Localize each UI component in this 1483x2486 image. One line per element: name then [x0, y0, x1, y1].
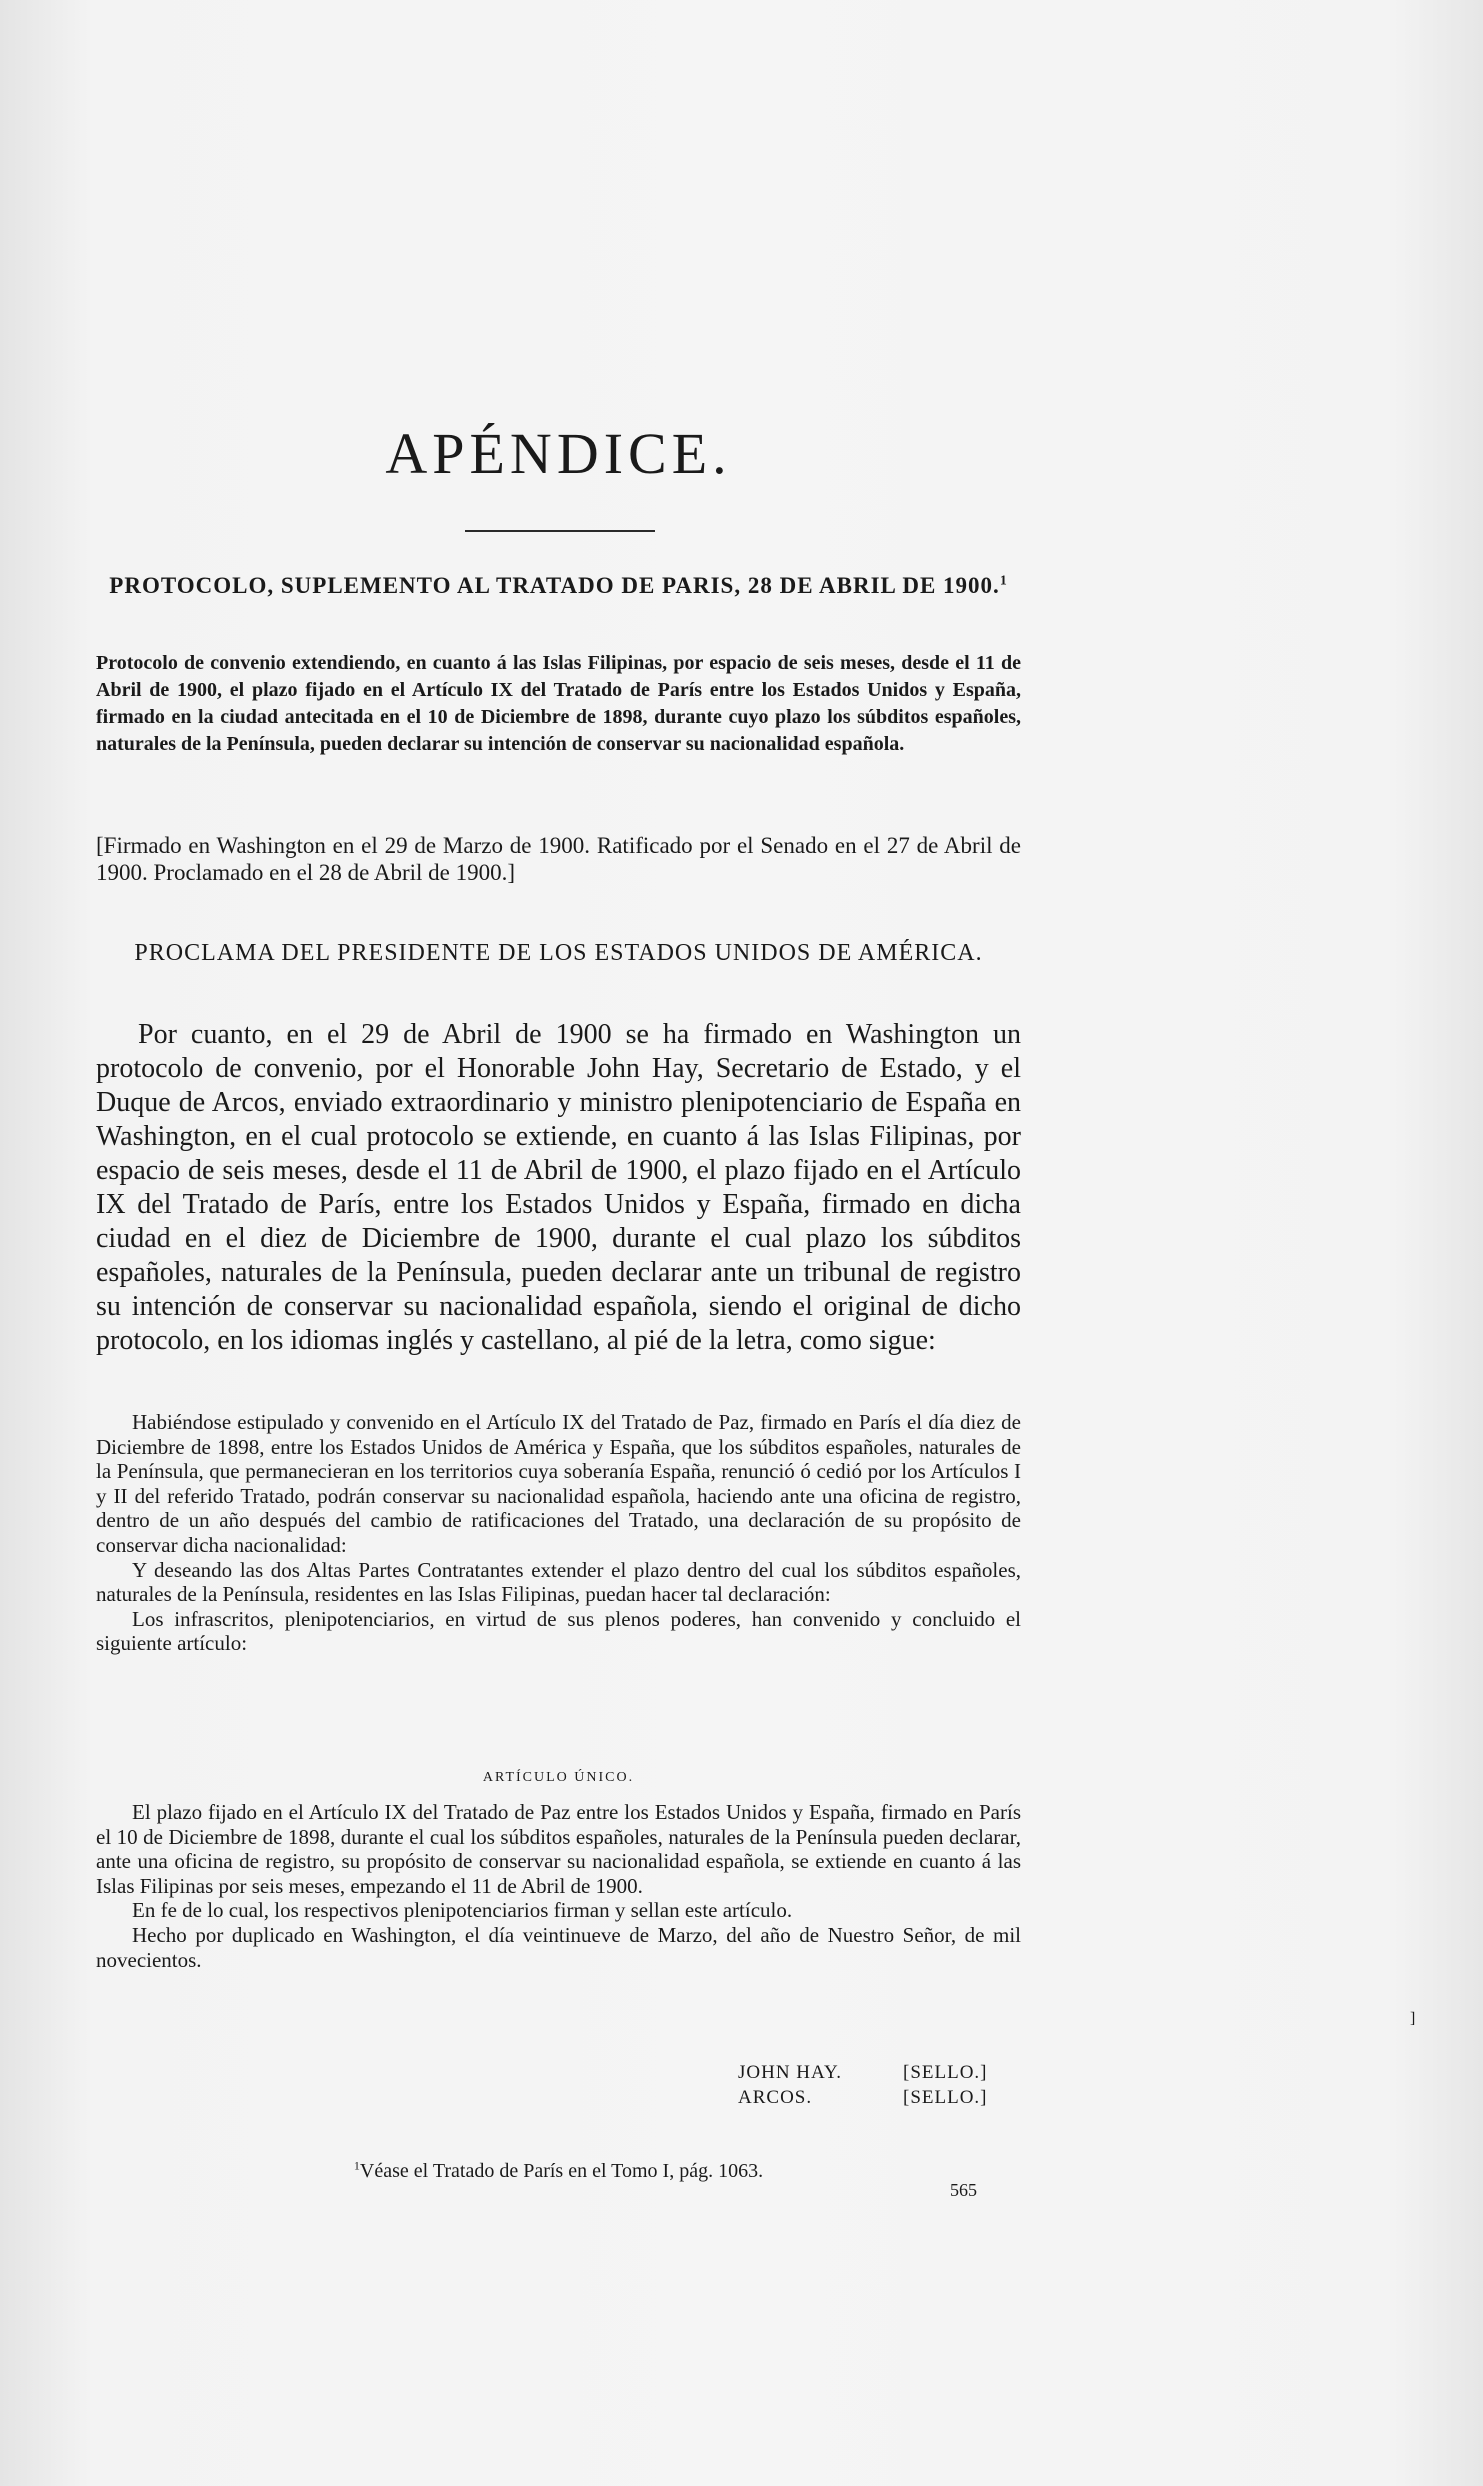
- protocol-summary: Protocolo de convenio extendiendo, en cuanto á las Islas Filipinas, por espacio de seis meses, desde el 11 de Abril de 1900, el plazo fijado en el Artículo IX del Tratado de París entre los Estados Unidos y España, firmado en la ciudad antecitada en el 10 de Diciembre de 1898, durante cuyo plazo los súbditos españoles, naturales de la Península, pueden declarar su intención de conservar su nacionalidad española.: [96, 652, 1021, 755]
- title-divider: [465, 530, 655, 532]
- page-title: APÉNDICE.: [385, 421, 732, 486]
- protocol-paragraph: Los infrascritos, plenipotenciarios, en virtud de sus plenos poderes, han convenido y concluido el siguiente artículo:: [96, 1606, 1021, 1656]
- article-heading: ARTÍCULO ÚNICO.: [482, 1770, 635, 1785]
- proclamation-text: Por cuanto, en el 29 de Abril de 1900 se ha firmado en Washington un protocolo de convenio, por el Honorable John Hay, Secretario de Estado, y el Duque de Arcos, enviado extraordinario y ministro plenipotenciario de España en Washington, en el cual protocolo se extiende, en cuanto á las Islas Filipinas, por espacio de seis meses, desde el 11 de Abril de 1900, el plazo fijado en el Artículo IX del Tratado de París, entre los Estados Unidos y España, firmado en dicha ciudad en el diez de Diciembre de 1900, durante el cual plazo los súbditos españoles, naturales de la Península, pueden declarar ante un tribunal de registro su intención de conservar su nacionalidad española, siendo el original de dicho protocolo, en los idiomas inglés y castellano, al pié de la letra, como sigue:: [96, 1019, 1021, 1356]
- signatory-name: JOHN HAY.: [738, 2062, 843, 2083]
- protocol-heading: [96, 572, 1021, 600]
- article-paragraph: En fe de lo cual, los respectivos plenipotenciarios firman y sellan este artículo.: [132, 1898, 793, 1923]
- page-number: 565: [950, 2180, 977, 2200]
- signature-row: [738, 2060, 988, 2085]
- footnote: [96, 2160, 1021, 2183]
- footnote-marker: 1: [353, 2158, 360, 2173]
- article-paragraph: El plazo fijado en el Artículo IX del Tratado de Paz entre los Estados Unidos y España, firmado en París el 10 de Diciembre de 1898, durante el cual los súbditos españoles, naturales de la Península pueden declarar, ante una oficina de registro, su propósito de conservar su nacionalidad española, se extiende en cuanto á las Islas Filipinas por seis meses, empezando el 11 de Abril de 1900.: [96, 1800, 1021, 1898]
- protocol-body: [96, 1410, 1021, 1656]
- seal-mark: [SELLO.]: [903, 2062, 988, 2083]
- margin-mark: ]: [1410, 2010, 1416, 2027]
- protocol-heading-text: PROTOCOLO, SUPLEMENTO AL TRATADO DE PARIS, 28 DE ABRIL DE 1900.: [109, 573, 1000, 598]
- signature-block: [738, 2060, 988, 2110]
- seal-mark: [SELLO.]: [903, 2087, 988, 2108]
- ratification-dates: [Firmado en Washington en el 29 de Marzo de 1900. Ratificado por el Senado en el 27 de Abril de 1900. Proclamado en el 28 de Abril de 1900.]: [96, 833, 1021, 885]
- article-body: [96, 1800, 1021, 1972]
- signature-row: [738, 2085, 988, 2110]
- footnote-reference: 1: [999, 572, 1008, 588]
- protocol-paragraph: Habiéndose estipulado y convenido en el Artículo IX del Tratado de Paz, firmado en París el día diez de Diciembre de 1898, entre los Estados Unidos de América y España, que los súbditos españoles, naturales de la Península, que permanecieran en los territorios cuya soberanía España, renunció ó cedió por los Artículos I y II del referido Tratado, podrán conservar su nacionalidad española, haciendo ante una oficina de registro, dentro de un año después del cambio de ratificaciones del Tratado, una declaración de su propósito de conservar dicha nacionalidad:: [96, 1410, 1021, 1557]
- proclamation-heading: PROCLAMA DEL PRESIDENTE DE LOS ESTADOS UNIDOS DE AMÉRICA.: [134, 940, 983, 966]
- protocol-paragraph: Y deseando las dos Altas Partes Contratantes extender el plazo dentro del cual los súbditos españoles, naturales de la Península, residentes en las Islas Filipinas, puedan hacer tal declaración:: [96, 1557, 1021, 1607]
- article-paragraph: Hecho por duplicado en Washington, el día veintinueve de Marzo, del año de Nuestro Señor, de mil novecientos.: [96, 1922, 1021, 1972]
- footnote-text: Véase el Tratado de París en el Tomo I, pág. 1063.: [359, 2160, 764, 2182]
- signatory-name: ARCOS.: [738, 2087, 813, 2108]
